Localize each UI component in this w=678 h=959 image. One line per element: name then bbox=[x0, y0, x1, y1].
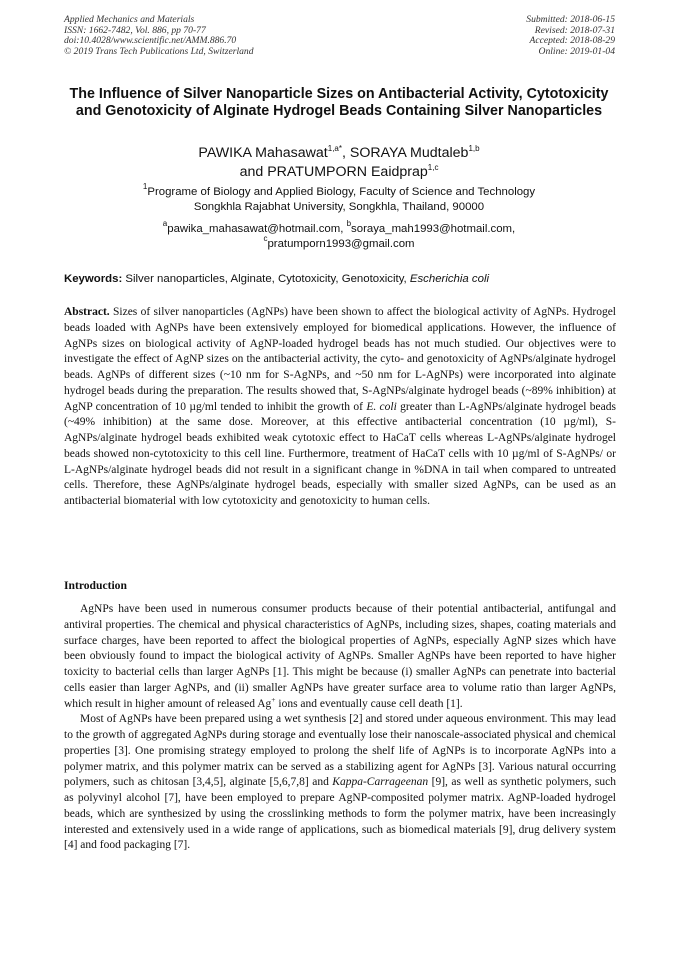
intro-p1-text-a: AgNPs have been used in numerous consumer products because of their potential antibacterial, antifungal and antiviral properties. The chemical and physical characteristics of AgNPs, including sizes, shapes, coating materials and surface charges, have been reported to affect the biological properties of AgNPs, especially AgNP sizes which have been obviously found to impact the biological activity of AgNPs. Smaller AgNPs have been reported to have higher toxicity to bacterial cells than larger AgNPs [1]. This might be because (i) smaller AgNPs can penetrate into bacterial cells easier than larger AgNPs, and (ii) smaller AgNPs have greater surface area to volume ratio than larger AgNPs, which result in higher amount of released Ag bbox=[64, 603, 616, 710]
email-c[interactable]: pratumporn1993@gmail.com bbox=[267, 238, 415, 250]
author-1-affil: 1,a* bbox=[327, 144, 342, 153]
email-b[interactable]: soraya_mah1993@hotmail.com, bbox=[351, 223, 516, 235]
date-submitted: Submitted: 2018-06-15 bbox=[526, 14, 615, 25]
affiliation-marker: 1 bbox=[142, 182, 148, 191]
affiliation-line-1: Programe of Biology and Applied Biology, Faculty of Science and Technology bbox=[147, 186, 536, 198]
journal-copyright: © 2019 Trans Tech Publications Ltd, Switzerland bbox=[64, 45, 254, 57]
keywords-text: Silver nanoparticles, Alginate, Cytotoxicity, Genotoxicity, bbox=[122, 273, 410, 285]
abstract-text-1: Sizes of silver nanoparticles (AgNPs) have been shown to affect the biological activity of AgNPs. Hydrogel beads loaded with AgNPs have been extensively employed for biomedical applications. However, the influence of AgNPs sizes on biological activity of AgNP-loaded hydrogel beads has not much studied. Our objectives were to investigate the effect of AgNP sizes on the antibacterial activity, the cyto- and genotoxicity of AgNPs/alginate hydrogel beads. AgNPs of different sizes (~10 nm for S-AgNPs, and ~50 nm for L-AgNPs) were incorporated into alginate hydrogel beads during the preparation. The results showed that, S-AgNPs/alginate hydrogel beads (~89% inhibition) at AgNP concentration of 10 µg/ml tended to inhibit the growth of bbox=[64, 306, 616, 413]
date-online: Online: 2019-01-04 bbox=[538, 45, 615, 57]
email-a-marker: a bbox=[162, 219, 168, 228]
author-emails bbox=[60, 219, 618, 252]
keywords-label: Keywords: bbox=[64, 273, 123, 285]
abstract bbox=[64, 305, 616, 510]
intro-p1-superscript: + bbox=[271, 694, 276, 704]
intro-paragraph-2 bbox=[64, 712, 616, 854]
keywords bbox=[64, 272, 616, 286]
journal-issn: ISSN: 1662-7482, Vol. 886, pp 70-77 bbox=[64, 24, 206, 36]
keywords-italic: Escherichia coli bbox=[409, 273, 490, 285]
email-a[interactable]: pawika_mahasawat@hotmail.com, bbox=[167, 223, 347, 235]
affiliation bbox=[60, 182, 618, 215]
intro-p2-text-a: Most of AgNPs have been prepared using a wet synthesis [2] and stored under aqueous environment. This may lead to the growth of aggregated AgNPs during storage and eventually lose their nanoscale-associated physical and chemical properties [3]. One promising strategy employed to prolong the shelf life of AgNPs is to incorporate AgNPs into a polymer matrix, and this polymer matrix can be served as a stabilizing agent for AgNPs [3]. Various natural occurring polymers, such as chitosan [3,4,5], alginate [5,6,7,8] and bbox=[64, 713, 616, 789]
journal-header-left bbox=[64, 15, 254, 57]
author-2: SORAYA Mudtaleb bbox=[349, 145, 469, 161]
date-revised: Revised: 2018-07-31 bbox=[534, 24, 615, 36]
author-2-affil: 1,b bbox=[468, 144, 480, 153]
abstract-text-2: greater than L-AgNPs/alginate hydrogel beads (~49% inhibition) at the same dose. Moreover, at this effective antibacterial concentration (10 µg/ml), S-AgNPs/alginate hydrogel beads exhibited weak cytotoxic effect to HaCaT cells whereas L-AgNPs/alginate hydrogel beads showed non-cytotoxicity to this cell line. Furthermore, treatment of HaCaT cells with 10 µg/ml of S-AgNPs/ or L-AgNPs/alginate hydrogel beads did not result in a significant change in %DNA in tail when compared to untreated cells. Therefore, these AgNPs/alginate hydrogel beads, especially with smaller sized AgNPs, can be used as an antibacterial biomaterial with low cytotoxicity and genotoxicity to human cells. bbox=[64, 400, 616, 507]
intro-p1-text-b: ions and eventually cause cell death [1]. bbox=[275, 697, 463, 710]
author-list bbox=[60, 144, 618, 182]
paper-title: The Influence of Silver Nanoparticle Sizes on Antibacterial Activity, Cytotoxicity and Genotoxicity of Alginate Hydrogel Beads Containing Silver Nanoparticles bbox=[69, 86, 609, 119]
abstract-label: Abstract. bbox=[64, 306, 110, 318]
intro-p2-italic: Kappa-Carrageenan bbox=[332, 776, 429, 789]
author-3: PRATUMPORN Eaidprap bbox=[267, 164, 428, 180]
journal-header-right bbox=[526, 15, 615, 57]
author-1: PAWIKA Mahasawat bbox=[198, 145, 328, 161]
abstract-italic: E. coli bbox=[366, 400, 397, 413]
journal-name: Applied Mechanics and Materials bbox=[64, 14, 195, 25]
intro-paragraph-1 bbox=[64, 602, 616, 712]
email-b-marker: b bbox=[346, 219, 352, 228]
author-separator: , bbox=[341, 145, 350, 161]
intro-p2-text-b: [9], as well as synthetic polymers, such as polyvinyl alcohol [7], have been employed to prepare AgNP-composited polymer matrix. AgNP-loaded hydrogel beads, which are synthesized by using the crosslinking methods to form the polymer matrix, have been increasingly interested and extensively used in a wide range of applications, such as biomedical materials [9], drug delivery system [4] and food packaging [7]. bbox=[64, 776, 616, 852]
author-3-affil: 1,c bbox=[427, 163, 439, 172]
author-and: and bbox=[239, 164, 268, 180]
section-heading-introduction: Introduction bbox=[64, 579, 127, 592]
affiliation-line-2: Songkhla Rajabhat University, Songkhla, Thailand, 90000 bbox=[193, 201, 485, 213]
introduction-body bbox=[64, 602, 616, 854]
journal-doi: doi:10.4028/www.scientific.net/AMM.886.70 bbox=[64, 35, 237, 47]
email-c-marker: c bbox=[263, 234, 268, 243]
date-accepted: Accepted: 2018-08-29 bbox=[529, 35, 615, 47]
